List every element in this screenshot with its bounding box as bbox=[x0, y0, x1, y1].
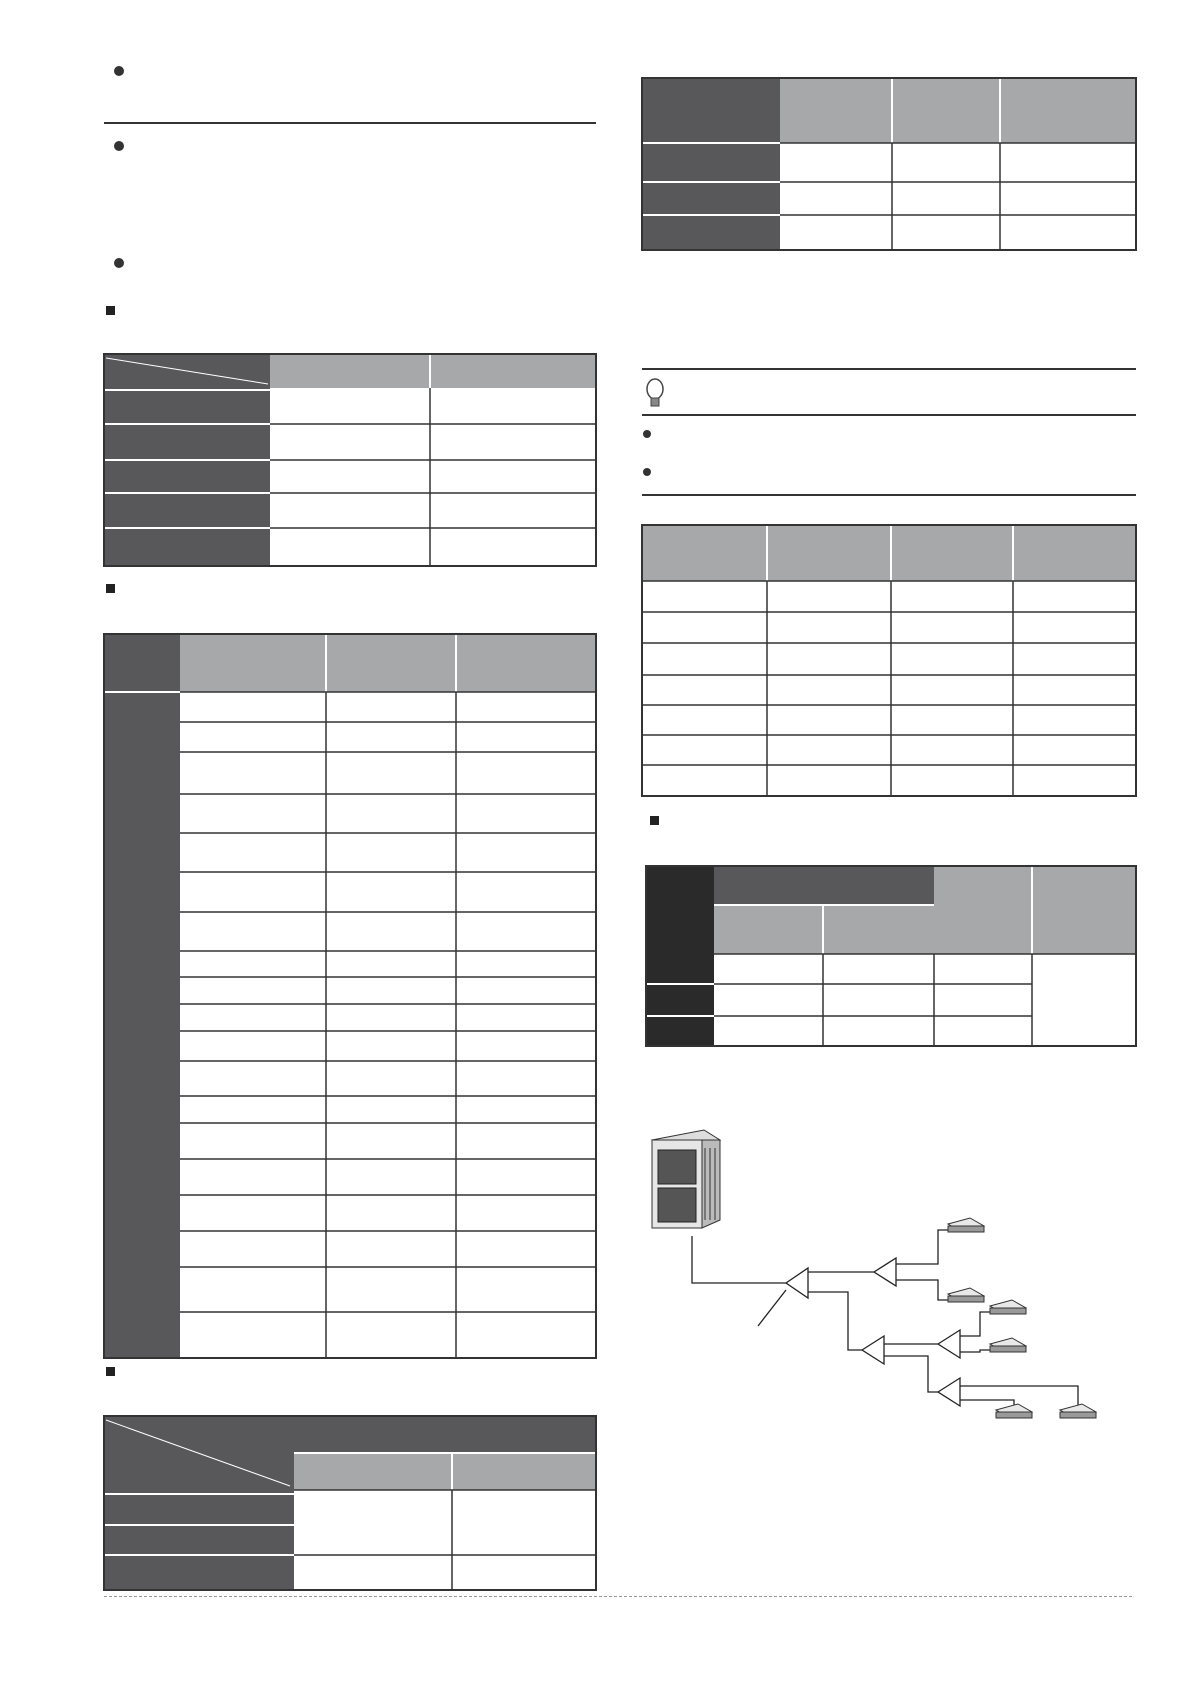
note-bottom-rule bbox=[642, 494, 1136, 496]
footer-rule bbox=[104, 1596, 1132, 1597]
note-bullet-dot bbox=[643, 430, 651, 438]
branch-joint-icon bbox=[938, 1378, 960, 1406]
section-marker bbox=[106, 1367, 115, 1376]
indoor-unit-icon bbox=[948, 1218, 1096, 1418]
section-marker bbox=[106, 306, 115, 315]
bullet-dot bbox=[114, 141, 124, 151]
note-mid-rule bbox=[642, 414, 1136, 416]
bullet-dot bbox=[114, 258, 124, 268]
branch-joint-icon bbox=[862, 1336, 884, 1364]
branch-joint-icon bbox=[786, 1268, 808, 1298]
section-marker bbox=[650, 816, 659, 825]
note-top-rule bbox=[642, 368, 1136, 370]
bullet-dot bbox=[114, 66, 124, 76]
outdoor-unit-icon bbox=[652, 1130, 720, 1228]
branch-joint-icon bbox=[874, 1258, 896, 1286]
note-bullet-dot bbox=[643, 468, 651, 476]
section-marker bbox=[106, 584, 115, 593]
branch-joint-icon bbox=[938, 1330, 960, 1358]
divider bbox=[104, 122, 596, 124]
